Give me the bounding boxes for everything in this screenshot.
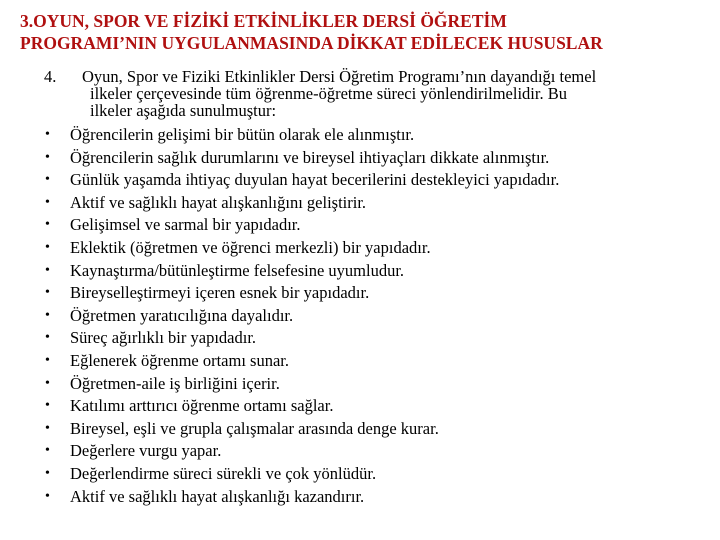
list-item-text: Bireyselleştirmeyi içeren esnek bir yapıdadır. xyxy=(70,283,370,303)
list-item-text: Öğretmen-aile iş birliğini içerir. xyxy=(70,373,280,393)
bullet-icon: • xyxy=(45,375,50,391)
bullet-icon: • xyxy=(45,352,50,368)
list-item xyxy=(40,395,559,418)
bullet-icon: • xyxy=(45,149,50,165)
list-item-text: Öğrencilerin gelişimi bir bütün olarak ele alınmıştır. xyxy=(70,125,415,144)
list-item-text: Eklektik (öğretmen ve öğrenci merkezli) bir yapıdadır. xyxy=(70,237,431,257)
list-item-text: Süreç ağırlıklı bir yapıdadır. xyxy=(70,328,257,348)
bullet-icon: • xyxy=(45,443,50,459)
list-item xyxy=(40,440,559,463)
bullet-icon: • xyxy=(45,420,50,436)
bullet-icon: • xyxy=(45,330,50,346)
list-item xyxy=(40,418,559,441)
intro-number: 4. xyxy=(44,67,57,86)
list-item xyxy=(40,373,559,396)
list-item-text: Eğlenerek öğrenme ortamı sunar. xyxy=(70,350,290,370)
list-item-text: Katılımı arttırıcı öğrenme ortamı sağlar. xyxy=(70,396,334,416)
bullet-icon: • xyxy=(45,172,50,188)
list-item xyxy=(40,214,559,237)
slide-title-line-1: 3.OYUN, SPOR VE FİZİKİ ETKİNLİKLER DERSİ ÖĞRETİM xyxy=(20,11,507,31)
list-item xyxy=(40,237,559,260)
list-item xyxy=(40,192,559,215)
list-item-text: Öğretmen yaratıcılığına dayalıdır. xyxy=(70,305,294,325)
list-item-text: Değerlendirme süreci sürekli ve çok yönlüdür. xyxy=(70,463,377,483)
intro-line-2: ilkeler çerçevesinde tüm öğrenme-öğretme süreci yönlendirilmelidir. Bu xyxy=(90,84,567,103)
list-item xyxy=(40,147,559,170)
list-item xyxy=(40,463,559,486)
bullet-icon: • xyxy=(45,194,50,210)
list-item-text: Öğrencilerin sağlık durumlarını ve bireysel ihtiyaçları dikkate alınmıştır. xyxy=(70,147,550,167)
intro-line-1: Oyun, Spor ve Fiziki Etkinlikler Dersi Öğretim Programı’nın dayandığı temel xyxy=(82,67,597,86)
list-item xyxy=(40,327,559,350)
list-item xyxy=(40,486,559,509)
bullet-icon: • xyxy=(45,488,50,504)
list-item-text: Aktif ve sağlıklı hayat alışkanlığını geliştirir. xyxy=(70,192,367,212)
bullet-icon: • xyxy=(45,239,50,255)
bullet-icon: • xyxy=(45,217,50,233)
principles-list xyxy=(40,124,559,508)
list-item xyxy=(40,124,559,147)
bullet-icon: • xyxy=(45,398,50,414)
list-item-text: Değerlere vurgu yapar. xyxy=(70,441,222,461)
bullet-icon: • xyxy=(45,465,50,481)
intro-line-3: ilkeler aşağıda sunulmuştur: xyxy=(90,101,277,120)
list-item xyxy=(40,282,559,305)
list-item xyxy=(40,260,559,283)
list-item xyxy=(40,169,559,192)
slide-title xyxy=(20,10,710,54)
list-item-text: Kaynaştırma/bütünleştirme felsefesine uyumludur. xyxy=(70,260,405,280)
bullet-icon: • xyxy=(45,285,50,301)
bullet-icon: • xyxy=(45,307,50,323)
list-item-text: Gelişimsel ve sarmal bir yapıdadır. xyxy=(70,215,301,235)
list-item-text: Günlük yaşamda ihtiyaç duyulan hayat becerilerini destekleyici yapıdadır. xyxy=(70,170,560,190)
slide-title-line-2: PROGRAMI’NIN UYGULANMASINDA DİKKAT EDİLECEK HUSUSLAR xyxy=(20,33,603,53)
bullet-icon: • xyxy=(45,127,50,142)
list-item xyxy=(40,350,559,373)
intro-text xyxy=(82,68,700,119)
bullet-icon: • xyxy=(45,262,50,278)
list-item-text: Bireysel, eşli ve grupla çalışmalar arasında denge kurar. xyxy=(70,418,439,438)
intro-paragraph xyxy=(40,68,700,119)
list-item-text: Aktif ve sağlıklı hayat alışkanlığı kazandırır. xyxy=(70,486,365,506)
list-item xyxy=(40,305,559,328)
